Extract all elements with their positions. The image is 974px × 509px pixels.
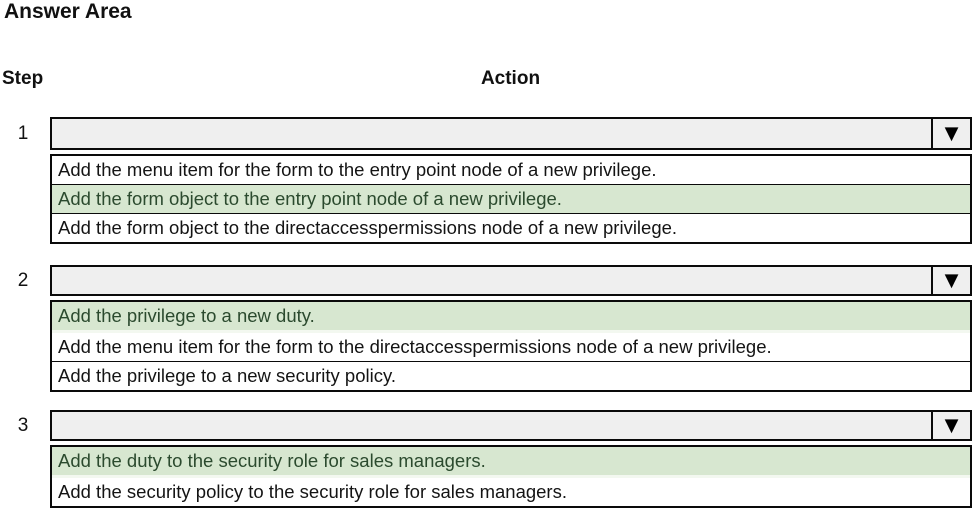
step-body: [50, 117, 972, 244]
answer-area-title: Answer Area: [4, 0, 132, 23]
step-number: 1: [17, 123, 29, 144]
option-row[interactable]: Add the privilege to a new security policy.: [58, 365, 396, 386]
option-row[interactable]: Add the security policy to the security role for sales managers.: [58, 481, 567, 502]
options-list: [50, 154, 972, 244]
dropdown-arrow-icon[interactable]: ▼: [931, 119, 970, 148]
option-row[interactable]: Add the menu item for the form to the directaccesspermissions node of a new privilege.: [52, 333, 970, 362]
step-row: [0, 117, 974, 244]
options-list: [50, 445, 972, 508]
step-row: [0, 265, 974, 392]
action-dropdown[interactable]: [50, 265, 972, 296]
action-column-header: Action: [480, 68, 541, 89]
dropdown-arrow-icon[interactable]: ▼: [931, 412, 970, 439]
option-row[interactable]: Add the form object to the directaccesspermissions node of a new privilege.: [58, 217, 678, 238]
step-body: [50, 265, 972, 392]
step-number: 2: [17, 270, 29, 291]
step-body: [50, 410, 972, 508]
step-row: [0, 410, 974, 508]
step-number: 3: [17, 415, 29, 436]
option-row[interactable]: Add the privilege to a new duty.: [52, 302, 970, 333]
option-row[interactable]: Add the duty to the security role for sales managers.: [52, 447, 970, 478]
step-column-header: Step: [2, 68, 44, 89]
options-list: [50, 300, 972, 392]
action-dropdown[interactable]: [50, 117, 972, 150]
dropdown-arrow-icon[interactable]: ▼: [931, 267, 970, 294]
action-dropdown[interactable]: [50, 410, 972, 441]
option-row[interactable]: Add the menu item for the form to the entry point node of a new privilege.: [52, 156, 970, 185]
option-row[interactable]: Add the form object to the entry point node of a new privilege.: [52, 185, 970, 214]
